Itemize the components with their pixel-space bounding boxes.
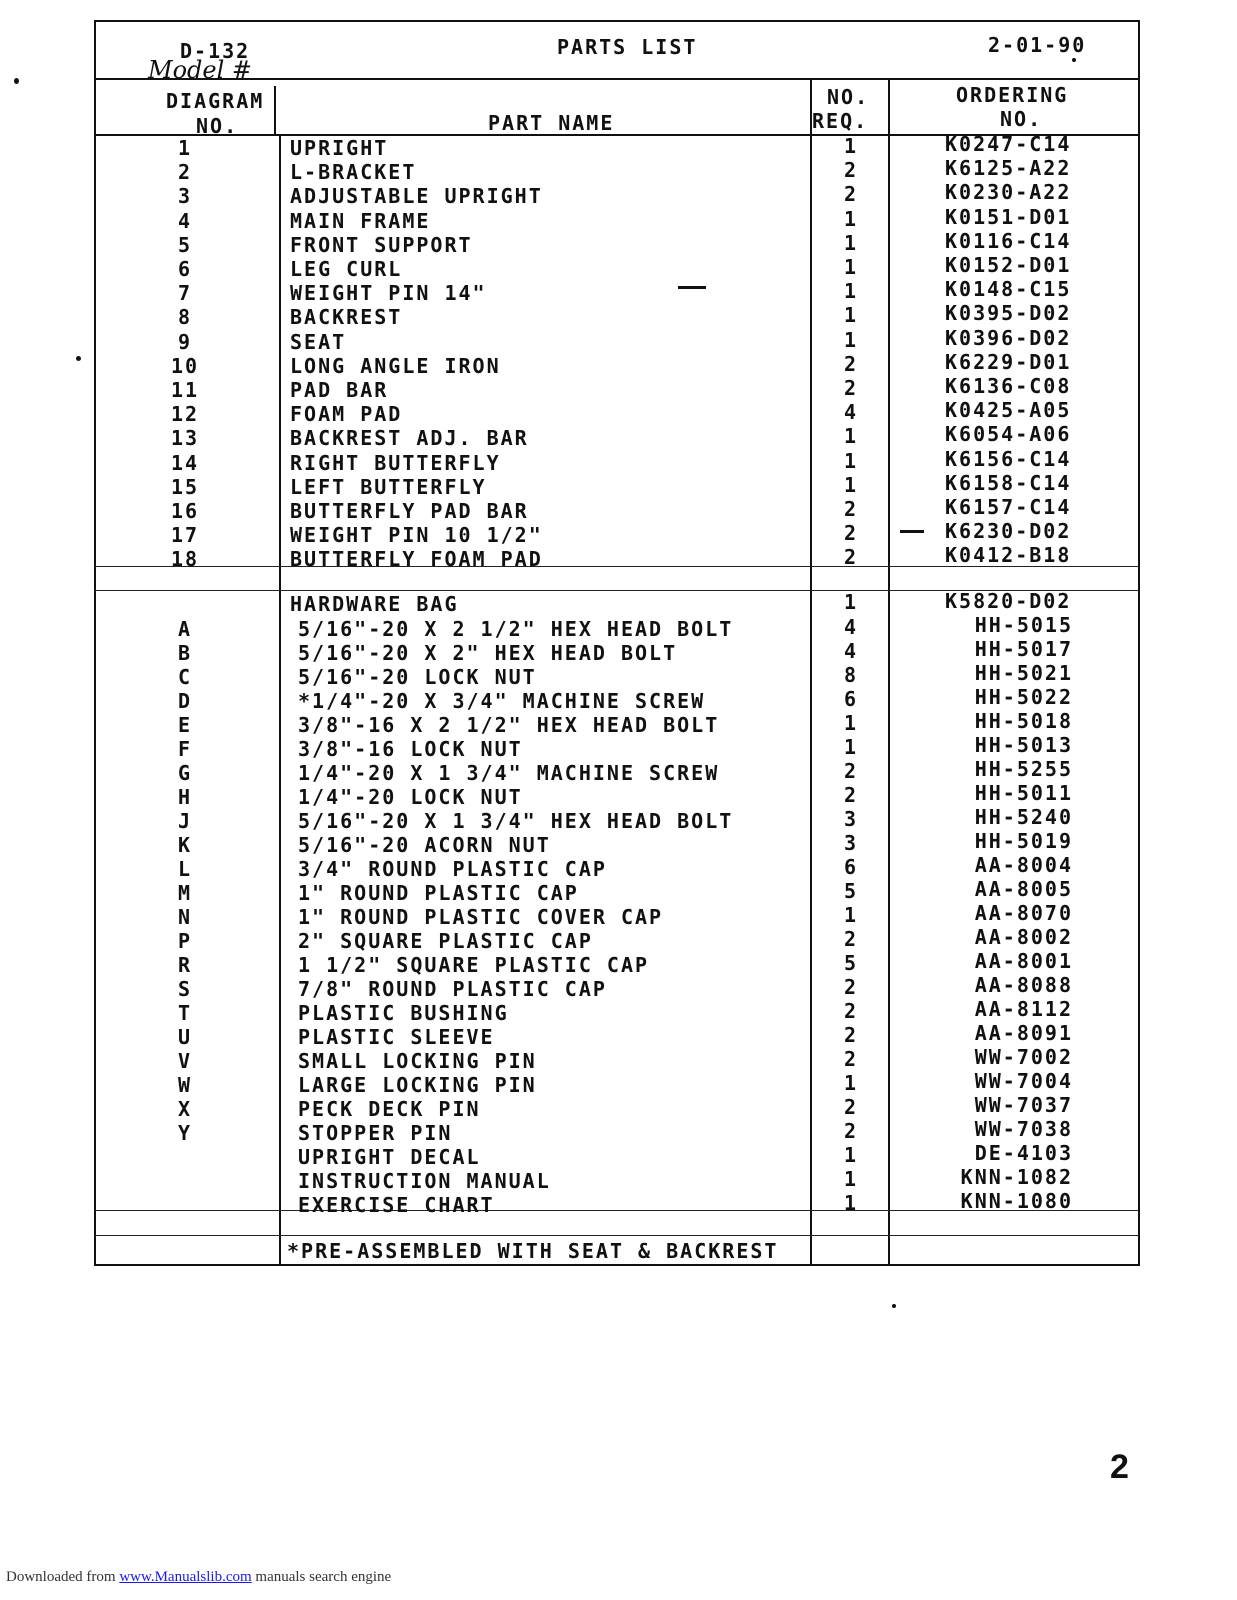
- footer-suffix: manuals search engine: [251, 1569, 392, 1585]
- ordering-number: AA-8091: [974, 1021, 1073, 1045]
- ordering-number: HH-5022: [974, 685, 1073, 709]
- part-name: MAIN FRAME: [290, 209, 431, 233]
- part-name: *1/4"-20 X 3/4" MACHINE SCREW: [298, 689, 706, 713]
- part-name: PLASTIC SLEEVE: [298, 1025, 495, 1049]
- ordering-number: K0116-C14: [945, 229, 1072, 253]
- diagram-no: 16: [170, 499, 200, 523]
- quantity-required: 2: [843, 521, 859, 545]
- part-name: 2" SQUARE PLASTIC CAP: [298, 929, 593, 953]
- ordering-number: K6125-A22: [945, 156, 1072, 180]
- part-name: 3/8"-16 X 2 1/2" HEX HEAD BOLT: [298, 713, 720, 737]
- quantity-required: 4: [843, 639, 859, 663]
- part-name: 7/8" ROUND PLASTIC CAP: [298, 977, 607, 1001]
- quantity-required: 1: [843, 255, 859, 279]
- ordering-number: HH-5240: [974, 805, 1073, 829]
- diagram-no: 11: [170, 378, 200, 402]
- col-divider-diagram-header: [274, 86, 276, 136]
- quantity-required: 2: [843, 1095, 859, 1119]
- diagram-no: 13: [170, 426, 200, 450]
- part-name: 1/4"-20 X 1 3/4" MACHINE SCREW: [298, 761, 720, 785]
- page-title: PARTS LIST: [557, 35, 698, 59]
- part-name: WEIGHT PIN 10 1/2": [290, 523, 543, 547]
- col-header-ordering-2: NO.: [1000, 107, 1043, 131]
- part-name: LONG ANGLE IRON: [290, 354, 501, 378]
- part-name: WEIGHT PIN 14": [290, 281, 487, 305]
- diagram-no: 6: [177, 257, 193, 281]
- diagram-no: 3: [177, 184, 193, 208]
- part-name: RIGHT BUTTERFLY: [290, 451, 501, 475]
- quantity-required: 1: [843, 449, 859, 473]
- col-header-part-name: PART NAME: [488, 111, 615, 135]
- diagram-no: U: [177, 1025, 193, 1049]
- diagram-no: 14: [170, 451, 200, 475]
- quantity-required: 6: [843, 687, 859, 711]
- ordering-number: DE-4103: [974, 1141, 1073, 1165]
- quantity-required: 2: [843, 783, 859, 807]
- hardware-bag-ordering: K5820-D02: [945, 589, 1072, 613]
- part-name: 1 1/2" SQUARE PLASTIC CAP: [298, 953, 650, 977]
- date: 2-01-90: [988, 33, 1087, 57]
- part-name: 1" ROUND PLASTIC COVER CAP: [298, 905, 664, 929]
- ordering-number: HH-5017: [974, 637, 1073, 661]
- ordering-number: WW-7004: [974, 1069, 1073, 1093]
- diagram-no: 2: [177, 160, 193, 184]
- part-name: SEAT: [290, 330, 347, 354]
- diagram-no: T: [177, 1001, 193, 1025]
- quantity-required: 1: [843, 903, 859, 927]
- handwritten-note: Model #: [148, 56, 253, 84]
- ordering-number: K0412-B18: [945, 543, 1072, 567]
- diagram-no: M: [177, 881, 193, 905]
- ordering-number: K6157-C14: [945, 495, 1072, 519]
- part-name: 5/16"-20 LOCK NUT: [298, 665, 537, 689]
- part-name: 5/16"-20 ACORN NUT: [298, 833, 551, 857]
- ordering-number: AA-8112: [974, 997, 1073, 1021]
- ordering-number: KNN-1080: [960, 1189, 1073, 1213]
- hardware-bag-qty: 1: [843, 590, 859, 614]
- col-header-diagram: DIAGRAM: [166, 89, 265, 113]
- part-name: STOPPER PIN: [298, 1121, 453, 1145]
- diagram-no: 17: [170, 523, 200, 547]
- hardware-bag-name: HARDWARE BAG: [290, 592, 459, 616]
- ordering-number: HH-5015: [974, 613, 1073, 637]
- part-name: 3/4" ROUND PLASTIC CAP: [298, 857, 607, 881]
- quantity-required: 3: [843, 831, 859, 855]
- part-name: PECK DECK PIN: [298, 1097, 481, 1121]
- download-footer: [6, 1569, 391, 1586]
- ordering-number: K0152-D01: [945, 253, 1072, 277]
- part-name: BACKREST ADJ. BAR: [290, 426, 529, 450]
- quantity-required: 2: [843, 1047, 859, 1071]
- col-divider-diagram: [279, 136, 281, 1264]
- diagram-no: 9: [177, 330, 193, 354]
- diagram-no: P: [177, 929, 193, 953]
- quantity-required: 1: [843, 711, 859, 735]
- page-number: 2: [1110, 1448, 1129, 1486]
- ordering-number: HH-5011: [974, 781, 1073, 805]
- quantity-required: 1: [843, 134, 859, 158]
- diagram-no: K: [177, 833, 193, 857]
- diagram-no: R: [177, 953, 193, 977]
- quantity-required: 1: [843, 1191, 859, 1215]
- ordering-number: AA-8088: [974, 973, 1073, 997]
- part-name: L-BRACKET: [290, 160, 417, 184]
- ordering-number: K6158-C14: [945, 471, 1072, 495]
- quantity-required: 1: [843, 207, 859, 231]
- quantity-required: 2: [843, 376, 859, 400]
- ordering-number: HH-5021: [974, 661, 1073, 685]
- speck: [892, 1304, 896, 1308]
- ordering-number: K6156-C14: [945, 447, 1072, 471]
- diagram-no: W: [177, 1073, 193, 1097]
- quantity-required: 2: [843, 1023, 859, 1047]
- diagram-no: 1: [177, 136, 193, 160]
- part-name: PAD BAR: [290, 378, 389, 402]
- quantity-required: 2: [843, 999, 859, 1023]
- speck: [76, 356, 81, 361]
- part-name: 5/16"-20 X 1 3/4" HEX HEAD BOLT: [298, 809, 734, 833]
- quantity-required: 1: [843, 1143, 859, 1167]
- col-header-ordering: ORDERING: [956, 83, 1069, 107]
- footnote: *PRE-ASSEMBLED WITH SEAT & BACKREST: [287, 1239, 779, 1263]
- diagram-no: A: [177, 617, 193, 641]
- quantity-required: 1: [843, 1071, 859, 1095]
- quantity-required: 4: [843, 615, 859, 639]
- ordering-number: K0151-D01: [945, 205, 1072, 229]
- part-name: UPRIGHT: [290, 136, 389, 160]
- ordering-number: WW-7038: [974, 1117, 1073, 1141]
- part-name: 1" ROUND PLASTIC CAP: [298, 881, 579, 905]
- quantity-required: 5: [843, 879, 859, 903]
- quantity-required: 2: [843, 927, 859, 951]
- diagram-no: 10: [170, 354, 200, 378]
- diagram-no: B: [177, 641, 193, 665]
- part-name: LEFT BUTTERFLY: [290, 475, 487, 499]
- part-name: UPRIGHT DECAL: [298, 1145, 481, 1169]
- ordering-number: AA-8004: [974, 853, 1073, 877]
- quantity-required: 1: [843, 303, 859, 327]
- pen-mark: [900, 530, 924, 533]
- ordering-number: K0230-A22: [945, 180, 1072, 204]
- quantity-required: 1: [843, 473, 859, 497]
- part-name: INSTRUCTION MANUAL: [298, 1169, 551, 1193]
- quantity-required: 5: [843, 951, 859, 975]
- diagram-no: X: [177, 1097, 193, 1121]
- diagram-no: G: [177, 761, 193, 785]
- diagram-no: S: [177, 977, 193, 1001]
- diagram-no: 15: [170, 475, 200, 499]
- ordering-number: K0425-A05: [945, 398, 1072, 422]
- diagram-no: N: [177, 905, 193, 929]
- quantity-required: 1: [843, 735, 859, 759]
- part-name: LARGE LOCKING PIN: [298, 1073, 537, 1097]
- quantity-required: 8: [843, 663, 859, 687]
- part-name: FRONT SUPPORT: [290, 233, 473, 257]
- quantity-required: 4: [843, 400, 859, 424]
- part-name: BUTTERFLY PAD BAR: [290, 499, 529, 523]
- ordering-number: K0148-C15: [945, 277, 1072, 301]
- quantity-required: 1: [843, 328, 859, 352]
- ordering-number: HH-5255: [974, 757, 1073, 781]
- speck: [1072, 58, 1076, 62]
- quantity-required: 6: [843, 855, 859, 879]
- footer-prefix: Downloaded from: [6, 1569, 120, 1585]
- ordering-number: AA-8005: [974, 877, 1073, 901]
- quantity-required: 1: [843, 424, 859, 448]
- ordering-number: K0396-D02: [945, 326, 1072, 350]
- diagram-no: Y: [177, 1121, 193, 1145]
- part-name: EXERCISE CHART: [298, 1193, 495, 1217]
- diagram-no: C: [177, 665, 193, 689]
- diagram-no: L: [177, 857, 193, 881]
- col-header-no-req: NO.: [827, 85, 870, 109]
- quantity-required: 2: [843, 975, 859, 999]
- quantity-required: 2: [843, 545, 859, 569]
- quantity-required: 2: [843, 759, 859, 783]
- part-name: 1/4"-20 LOCK NUT: [298, 785, 523, 809]
- quantity-required: 2: [843, 352, 859, 376]
- quantity-required: 1: [843, 279, 859, 303]
- col-header-diagram-2: NO.: [196, 114, 239, 138]
- col-header-no-req-2: REQ.: [812, 109, 869, 133]
- quantity-required: 2: [843, 158, 859, 182]
- quantity-required: 1: [843, 231, 859, 255]
- part-name: LEG CURL: [290, 257, 403, 281]
- row-sep: [94, 1235, 1138, 1236]
- ordering-number: WW-7037: [974, 1093, 1073, 1117]
- speck: [14, 78, 19, 84]
- doc-code: D-132: [180, 39, 251, 63]
- quantity-required: 3: [843, 807, 859, 831]
- diagram-no: F: [177, 737, 193, 761]
- diagram-no: 18: [170, 547, 200, 571]
- ordering-number: K0247-C14: [945, 132, 1072, 156]
- diagram-no: 4: [177, 209, 193, 233]
- part-name: 5/16"-20 X 2 1/2" HEX HEAD BOLT: [298, 617, 734, 641]
- ordering-number: AA-8002: [974, 925, 1073, 949]
- diagram-no: V: [177, 1049, 193, 1073]
- diagram-no: 5: [177, 233, 193, 257]
- part-name: PLASTIC BUSHING: [298, 1001, 509, 1025]
- diagram-no: 8: [177, 305, 193, 329]
- diagram-no: E: [177, 713, 193, 737]
- ordering-number: AA-8001: [974, 949, 1073, 973]
- part-name: 3/8"-16 LOCK NUT: [298, 737, 523, 761]
- diagram-no: 12: [170, 402, 200, 426]
- diagram-no: 7: [177, 281, 193, 305]
- part-name: FOAM PAD: [290, 402, 403, 426]
- quantity-required: 1: [843, 1167, 859, 1191]
- diagram-no: H: [177, 785, 193, 809]
- ordering-number: HH-5018: [974, 709, 1073, 733]
- ordering-number: K6230-D02: [945, 519, 1072, 543]
- part-name: 5/16"-20 X 2" HEX HEAD BOLT: [298, 641, 678, 665]
- ordering-number: K0395-D02: [945, 301, 1072, 325]
- quantity-required: 2: [843, 182, 859, 206]
- part-name: ADJUSTABLE UPRIGHT: [290, 184, 543, 208]
- pen-mark: [678, 286, 706, 289]
- part-name: BUTTERFLY FOAM PAD: [290, 547, 543, 571]
- ordering-number: HH-5019: [974, 829, 1073, 853]
- ordering-number: HH-5013: [974, 733, 1073, 757]
- manualslib-link[interactable]: www.Manualslib.com: [119, 1569, 252, 1585]
- ordering-number: KNN-1082: [960, 1165, 1073, 1189]
- quantity-required: 2: [843, 1119, 859, 1143]
- ordering-number: K6229-D01: [945, 350, 1072, 374]
- part-name: SMALL LOCKING PIN: [298, 1049, 537, 1073]
- ordering-number: K6054-A06: [945, 422, 1072, 446]
- part-name: BACKREST: [290, 305, 403, 329]
- diagram-no: J: [177, 809, 193, 833]
- ordering-number: AA-8070: [974, 901, 1073, 925]
- quantity-required: 2: [843, 497, 859, 521]
- ordering-number: K6136-C08: [945, 374, 1072, 398]
- diagram-no: D: [177, 689, 193, 713]
- ordering-number: WW-7002: [974, 1045, 1073, 1069]
